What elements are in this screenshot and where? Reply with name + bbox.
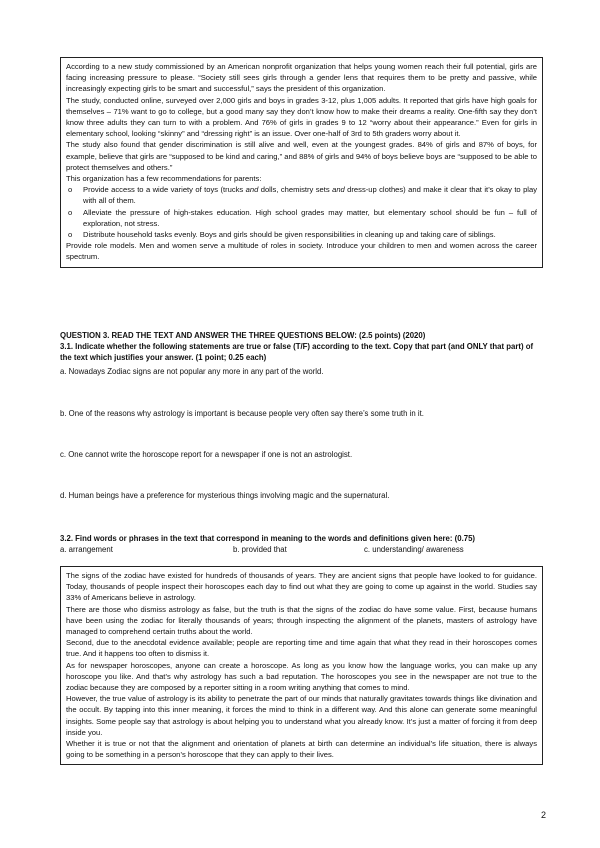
- paragraph: The study also found that gender discrimination is still alive and well, even at the youngest grades. 84% of girls and 87% of boys, for example, believe that girls are “supposed to be kind and caring,” and 88% of girls and 94% of boys believe boys are “supposed to be able to protect themselves and others.”: [66, 140, 537, 172]
- recommendation-list: [66, 184, 537, 240]
- statement-c: c. One cannot write the horoscope report for a newspaper if one is not an astrologist.: [60, 450, 353, 459]
- statement-a: a. Nowadays Zodiac signs are not popular any more in any part of the world.: [60, 367, 324, 376]
- article-box-gender-study: [60, 57, 543, 268]
- vocabulary-terms: [60, 544, 545, 555]
- paragraph: According to a new study commissioned by an American nonprofit organization that helps young women reach their full potential, girls are facing increasing pressure to please. “Society still sees girls through a gender lens that requires them to be pretty and passive, while increasingly expecting girls to be smart and successful,” says the president of this organization.: [66, 62, 537, 94]
- paragraph: There are those who dismiss astrology as false, but the truth is that the signs of the zodiac do have some value. First, because humans have been using the zodiac for literally thousands of years; through inspecting the alignment of the planets, masters of astrology have managed to comprehend certain truths about the world.: [66, 604, 537, 637]
- list-item: o Distribute household tasks evenly. Boys and girls should be given responsibilities in cleaning up and taking care of siblings.: [66, 229, 537, 240]
- page-number: 2: [541, 810, 547, 820]
- paragraph: As for newspaper horoscopes, anyone can create a horoscope. As long as you know how the language works, you can make up any horoscope you like. And that’s why astrology has such a bad reputation. The horoscopes you see in the newspaper are not true to the zodiac because they are composed by a reporter sitting in a room writing anything that comes to mind.: [66, 660, 537, 693]
- term-a: a. arrangement: [60, 545, 113, 554]
- paragraph: Provide role models. Men and women serve a multitude of roles in society. Introduce your children to men and women across the career spectrum.: [66, 241, 537, 262]
- paragraph: However, the true value of astrology is its ability to penetrate the part of our minds that naturally gravitates towards things like divination and the occult. By tapping into this inner meaning, it forces the mind to think in a different way. And this alone can generate some meaningful insights. Some people say that astrology is about helping you to understand what you already know. It’s just a matter of forcing it from deep inside you.: [66, 694, 537, 737]
- term-b: b. provided that: [233, 545, 287, 554]
- article-box-astrology: [60, 566, 543, 765]
- question-3-title: QUESTION 3. READ THE TEXT AND ANSWER THE THREE QUESTIONS BELOW: (2.5 points) (2020): [60, 331, 426, 340]
- paragraph: Whether it is true or not that the alignment and orientation of planets at birth can determine an individual’s life situation, there is always going to be something in a person’s horoscope that they can apply to their lives.: [66, 739, 537, 760]
- list-item: o Alleviate the pressure of high-stakes education. High school grades may matter, but elementary school should be fun – full of exploration, not stress.: [66, 207, 537, 229]
- paragraph: The signs of the zodiac have existed for hundreds of thousands of years. They are ancient signs that people have looked to for guidance. Today, thousands of people inspect their horoscopes each day to find out what they are going to come up against in the world. Studies say 33% of Americans believe in astrology.: [66, 571, 537, 603]
- term-c: c. understanding/ awareness: [364, 545, 464, 554]
- paragraph: This organization has a few recommendations for parents:: [66, 174, 262, 184]
- question-3-2-instructions: 3.2. Find words or phrases in the text that correspond in meaning to the words and definitions given here: (0.75): [60, 534, 476, 543]
- paragraph: The study, conducted online, surveyed over 2,000 girls and boys in grades 3-12, plus 1,005 adults. It reported that girls have high goals for themselves – 71% want to go to college, but a good many say they don’t know how to make their dreams a reality. One-fifth say they don’t know three adults they can turn to with a problem. And 76% of girls in grades 9 to 12 “worry about their appearance.” Even for girls in elementary school, looking “skinny” and “dressing right” is an issue. Over one-half of 3rd to 5th graders worry about it.: [66, 95, 537, 139]
- question-3-1-instructions: 3.1. Indicate whether the following statements are true or false (T/F) according to the text. Copy that part (and ONLY that part) of the text which justifies your answer. (1 point; 0.25 each): [60, 342, 534, 362]
- list-item: o Provide access to a wide variety of toys (trucks and dolls, chemistry sets and dress-up clothes) and make it clear that it’s okay to play with all of them.: [66, 184, 537, 206]
- paragraph: Second, due to the anecdotal evidence available; people are reporting time and time again that what they read in their horoscopes comes true. And it happens too often to dismiss it.: [66, 638, 537, 659]
- statement-d: d. Human beings have a preference for mysterious things involving magic and the supernatural.: [60, 491, 390, 500]
- statement-b: b. One of the reasons why astrology is important is because people very often say there’s some truth in it.: [60, 409, 424, 418]
